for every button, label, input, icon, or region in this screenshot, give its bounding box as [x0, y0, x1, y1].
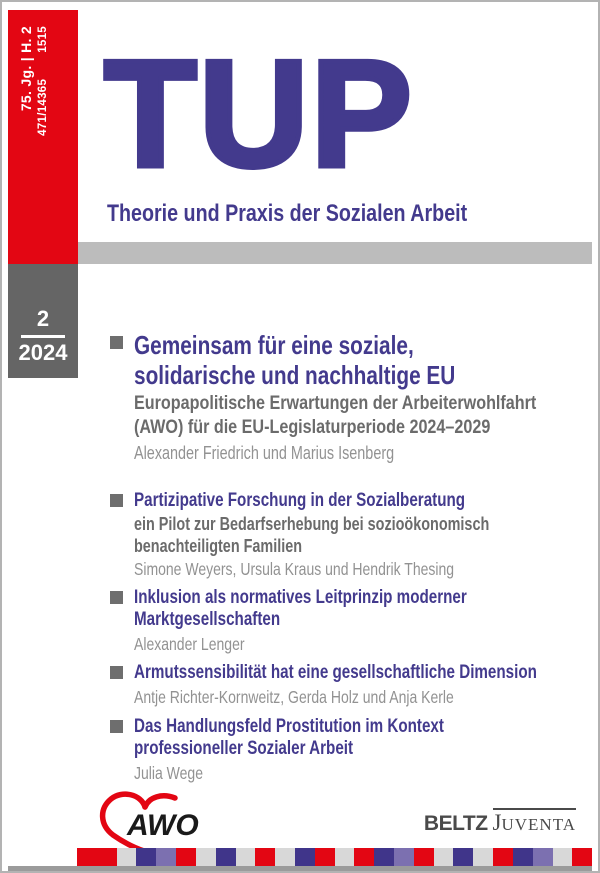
article-title-line: solidarische und nachhaltige EU — [134, 360, 456, 390]
article-title-line: professioneller Sozialer Arbeit — [134, 738, 354, 759]
strip-square — [216, 848, 236, 866]
article-text — [134, 587, 590, 654]
spine-code-right: 1515 — [36, 26, 49, 53]
strip-square — [77, 848, 97, 866]
strip-square — [493, 848, 513, 866]
issue-box — [8, 264, 78, 378]
article-title-line: Marktgesellschaften — [134, 609, 281, 630]
article-authors: Antje Richter-Kornweitz, Gerda Holz und Anja Kerle — [134, 687, 454, 707]
strip-square — [354, 848, 374, 866]
article-text — [134, 490, 590, 579]
strip-square — [394, 848, 414, 866]
strip-square — [97, 848, 117, 866]
article-subtitle-line: Europapolitische Erwartungen der Arbeiterwohlfahrt — [134, 393, 537, 414]
journal-subtitle: Theorie und Praxis der Sozialen Arbeit — [107, 200, 468, 227]
article-entry — [110, 587, 590, 654]
article-list — [110, 330, 590, 783]
spine-volume-issue: 75. Jg. | H. 2 — [18, 26, 34, 112]
strip-square — [275, 848, 295, 866]
bullet-square-icon — [110, 720, 123, 733]
strip-square — [335, 848, 355, 866]
issue-year: 2024 — [18, 340, 68, 365]
strip-square — [513, 848, 533, 866]
article-subtitle-line: (AWO) für die EU-Legislaturperiode 2024–2029 — [134, 417, 491, 438]
issue-number: 2 — [36, 306, 50, 331]
strip-square — [553, 848, 573, 866]
strip-square — [196, 848, 216, 866]
article-authors: Alexander Friedrich und Marius Isenberg — [134, 443, 395, 463]
strip-square — [473, 848, 493, 866]
strip-square — [255, 848, 275, 866]
article-authors: Simone Weyers, Ursula Kraus und Hendrik Thesing — [134, 559, 455, 579]
publisher-juventa-initial: J — [492, 810, 502, 835]
strip-square — [176, 848, 196, 866]
article-text — [134, 716, 590, 783]
strip-square — [533, 848, 553, 866]
spine-red-bar — [8, 10, 78, 266]
strip-square — [374, 848, 394, 866]
strip-square — [236, 848, 256, 866]
spine-codes — [36, 26, 50, 164]
issue-divider-rule — [21, 335, 65, 338]
article-subtitle-line: benachteiligten Familien — [134, 536, 303, 556]
awo-logo-text: AWO — [127, 809, 199, 842]
strip-square — [453, 848, 473, 866]
strip-square — [117, 848, 137, 866]
article-entry — [110, 662, 590, 707]
color-strip — [77, 848, 592, 866]
strip-square — [156, 848, 176, 866]
spine-text — [18, 26, 50, 164]
article-text — [134, 330, 590, 464]
strip-square — [315, 848, 335, 866]
article-entry — [110, 716, 590, 783]
awo-logo — [92, 790, 204, 857]
bullet-square-icon — [110, 666, 123, 679]
article-subtitle-line: ein Pilot zur Bedarfserhebung bei sozioökonomisch — [134, 514, 490, 534]
strip-square — [414, 848, 434, 866]
article-title-line: Das Handlungsfeld Prostitution im Kontext — [134, 716, 444, 737]
bottom-gray-rule — [8, 866, 592, 872]
article-entry — [110, 490, 590, 579]
strip-square — [434, 848, 454, 866]
publisher-logo — [424, 808, 576, 834]
divider-bar — [78, 242, 592, 264]
article-text — [134, 662, 590, 707]
strip-square — [572, 848, 592, 866]
publisher-juventa — [493, 808, 576, 834]
article-title-line: Partizipative Forschung in der Sozialberatung — [134, 490, 466, 511]
article-authors: Alexander Lenger — [134, 634, 245, 654]
publisher-beltz: BELTZ — [423, 812, 488, 835]
publisher-juventa-rest: UVENTA — [501, 815, 576, 834]
bullet-square-icon — [110, 591, 123, 604]
article-entry — [110, 330, 590, 464]
bullet-square-icon — [110, 336, 123, 349]
strip-square — [295, 848, 315, 866]
awo-heart-icon — [92, 790, 204, 852]
article-title-line: Inklusion als normatives Leitprinzip moderner — [134, 587, 467, 608]
strip-square — [136, 848, 156, 866]
bullet-square-icon — [110, 494, 123, 507]
article-authors: Julia Wege — [134, 763, 204, 783]
journal-logo: TUP — [104, 29, 414, 199]
spine-code-left: 471/14365 — [36, 78, 49, 136]
article-title-line: Armutssensibilität hat eine gesellschaftliche Dimension — [134, 662, 537, 683]
article-title-line: Gemeinsam für eine soziale, — [134, 330, 414, 360]
